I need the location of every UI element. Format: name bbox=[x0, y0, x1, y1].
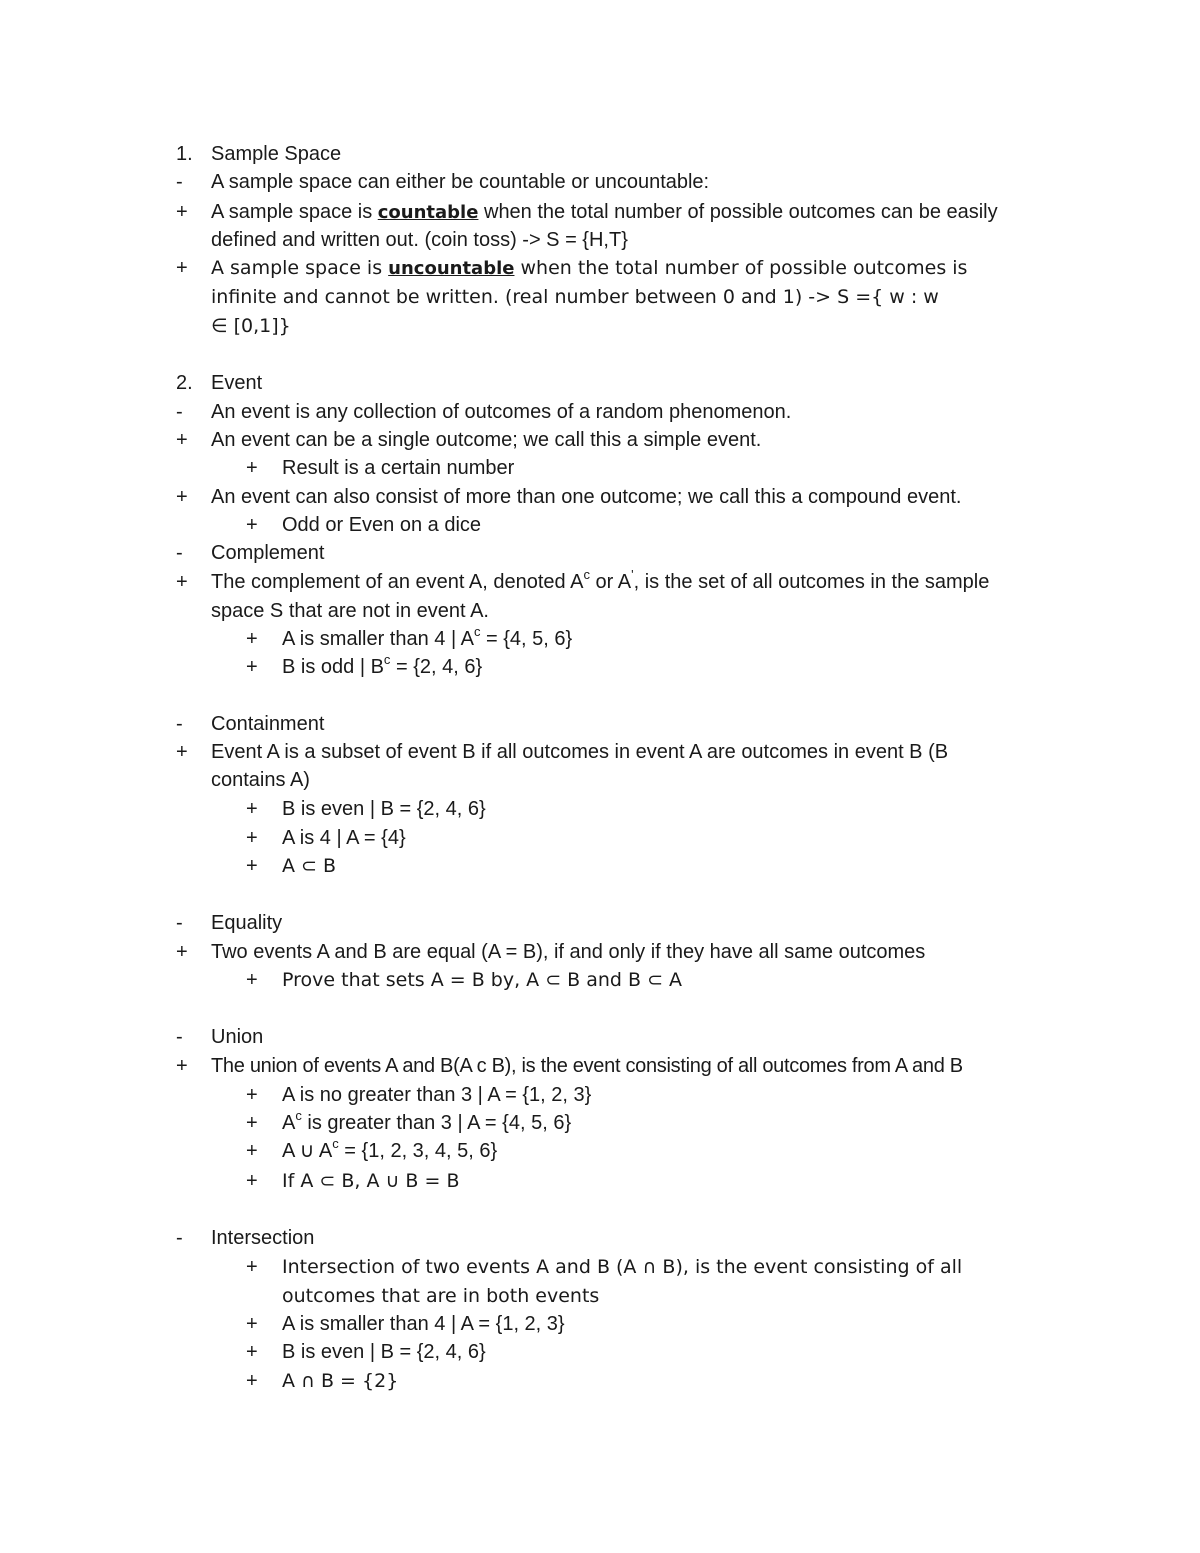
list-item bbox=[0, 1052, 1200, 1080]
list-item-nested bbox=[0, 1310, 1200, 1338]
list-text: B is even | B = {2, 4, 6} bbox=[282, 1341, 486, 1363]
dash-bullet: - bbox=[176, 542, 183, 564]
list-item-continuation bbox=[0, 226, 1200, 254]
plus-bullet: + bbox=[176, 257, 188, 279]
list-item-nested bbox=[0, 653, 1200, 681]
list-text: A is smaller than 4 | A = {1, 2, 3} bbox=[282, 1313, 565, 1335]
list-item-nested bbox=[0, 625, 1200, 653]
subsection-heading bbox=[0, 1224, 1200, 1252]
list-item-nested bbox=[0, 795, 1200, 823]
dash-bullet: - bbox=[176, 713, 183, 735]
plus-bullet: + bbox=[246, 1112, 258, 1134]
subsection-heading bbox=[0, 909, 1200, 937]
list-item bbox=[0, 426, 1200, 454]
list-item-continuation bbox=[0, 597, 1200, 625]
list-text: defined and written out. (coin toss) -> S = {H,T} bbox=[211, 229, 628, 251]
dash-bullet: - bbox=[176, 1227, 183, 1249]
list-text: A is 4 | A = {4} bbox=[282, 827, 406, 849]
list-item-nested bbox=[0, 966, 1200, 994]
list-item-continuation bbox=[0, 283, 1200, 311]
dash-bullet: - bbox=[176, 1026, 183, 1048]
list-text: $A^c$ is greater than 3 | A = {4, 5, 6} bbox=[282, 1108, 572, 1134]
list-number: 1. bbox=[176, 143, 193, 165]
list-item-nested bbox=[0, 1137, 1200, 1165]
list-text: Prove that sets A = B by, A ⊂ B and B ⊂ A bbox=[282, 969, 683, 991]
list-item bbox=[0, 398, 1200, 426]
plus-bullet: + bbox=[176, 201, 188, 223]
plus-bullet: + bbox=[246, 1370, 258, 1392]
list-item-nested bbox=[0, 852, 1200, 880]
list-text: outcomes that are in both events bbox=[282, 1285, 600, 1307]
plus-bullet: + bbox=[246, 1140, 258, 1162]
list-text: Result is a certain number bbox=[282, 457, 515, 479]
subsection-title: Containment bbox=[211, 713, 325, 735]
list-item-nested bbox=[0, 511, 1200, 539]
plus-bullet: + bbox=[246, 457, 258, 479]
list-text: A ∪ $A^c = \{1$, 2, 3, 4, 5, 6} bbox=[282, 1136, 498, 1162]
list-item-nested bbox=[0, 1338, 1200, 1366]
plus-bullet: + bbox=[246, 855, 258, 877]
list-item-continuation bbox=[0, 312, 1200, 340]
plus-bullet: + bbox=[246, 798, 258, 820]
list-item-nested bbox=[0, 824, 1200, 852]
list-text: A sample space is uncountable when the total number of possible outcomes is bbox=[211, 257, 968, 279]
list-text: A is smaller than 4 | $A^c = \{4$, 5, 6} bbox=[282, 624, 573, 650]
dash-bullet: - bbox=[176, 912, 183, 934]
list-text: ∈ [0,1]} bbox=[211, 315, 291, 337]
list-text: The complement of an event A, denoted $A^c$ or A', is the set of all outcomes in the sample bbox=[211, 567, 990, 593]
list-text: Intersection of two events A and B (A ∩ B), is the event consisting of all bbox=[282, 1256, 963, 1278]
list-number: 2. bbox=[176, 372, 193, 394]
list-text: Event A is a subset of event B if all outcomes in event A are outcomes in event B (B bbox=[211, 741, 949, 763]
list-text: A is no greater than 3 | A = {1, 2, 3} bbox=[282, 1084, 592, 1106]
list-item-nested bbox=[0, 1109, 1200, 1137]
subsection-heading bbox=[0, 539, 1200, 567]
list-item bbox=[0, 483, 1200, 511]
section-title: Event bbox=[211, 372, 263, 394]
plus-bullet: + bbox=[246, 1256, 258, 1278]
list-text: If A ⊂ B, A ∪ B = B bbox=[282, 1170, 460, 1192]
list-item-continuation bbox=[0, 766, 1200, 794]
list-text: A sample space can either be countable or uncountable: bbox=[211, 171, 710, 193]
list-item bbox=[0, 168, 1200, 196]
plus-bullet: + bbox=[246, 514, 258, 536]
list-item-nested bbox=[0, 1367, 1200, 1395]
list-item-nested bbox=[0, 454, 1200, 482]
list-text: An event can also consist of more than one outcome; we call this a compound event. bbox=[211, 486, 962, 508]
list-text: An event can be a single outcome; we call this a simple event. bbox=[211, 429, 762, 451]
plus-bullet: + bbox=[246, 1341, 258, 1363]
subsection-title: Equality bbox=[211, 912, 283, 934]
list-item-nested bbox=[0, 1167, 1200, 1195]
plus-bullet: + bbox=[246, 1084, 258, 1106]
plus-bullet: + bbox=[176, 429, 188, 451]
keyword-countable: countable bbox=[377, 202, 479, 223]
plus-bullet: + bbox=[176, 941, 188, 963]
plus-bullet: + bbox=[246, 1313, 258, 1335]
plus-bullet: + bbox=[176, 571, 188, 593]
section-heading bbox=[0, 140, 1200, 168]
dash-bullet: - bbox=[176, 401, 183, 423]
plus-bullet: + bbox=[246, 628, 258, 650]
list-text: Odd or Even on a dice bbox=[282, 514, 482, 536]
list-text: contains A) bbox=[211, 769, 310, 791]
list-text: An event is any collection of outcomes of a random phenomenon. bbox=[211, 401, 792, 423]
list-item-nested bbox=[0, 1081, 1200, 1109]
list-item bbox=[0, 568, 1200, 596]
list-item-continuation bbox=[0, 1282, 1200, 1310]
list-text: infinite and cannot be written. (real number between 0 and 1) -> S ={ w : w bbox=[211, 286, 939, 308]
list-item bbox=[0, 738, 1200, 766]
plus-bullet: + bbox=[176, 1055, 188, 1077]
list-text: B is odd | $B^c = \{2$, 4, 6} bbox=[282, 652, 483, 678]
list-text: A ∩ B = {2} bbox=[282, 1370, 399, 1392]
plus-bullet: + bbox=[246, 656, 258, 678]
keyword-uncountable: uncountable bbox=[388, 258, 515, 279]
list-item-nested bbox=[0, 1253, 1200, 1281]
subsection-title: Intersection bbox=[211, 1227, 315, 1249]
plus-bullet: + bbox=[246, 969, 258, 991]
plus-bullet: + bbox=[246, 1170, 258, 1192]
subsection-heading bbox=[0, 710, 1200, 738]
plus-bullet: + bbox=[246, 827, 258, 849]
list-text: The union of events A and B(A c B), is the event consisting of all outcomes from A and B bbox=[211, 1055, 963, 1077]
plus-bullet: + bbox=[176, 741, 188, 763]
subsection-title: Complement bbox=[211, 542, 325, 564]
dash-bullet: - bbox=[176, 171, 183, 193]
list-item bbox=[0, 938, 1200, 966]
plus-bullet: + bbox=[176, 486, 188, 508]
list-text: space S that are not in event A. bbox=[211, 600, 489, 622]
list-text: A ⊂ B bbox=[282, 855, 337, 877]
list-text: A sample space is countable when the total number of possible outcomes can be easily bbox=[211, 201, 998, 223]
list-text: B is even | B = {2, 4, 6} bbox=[282, 798, 486, 820]
list-text: Two events A and B are equal (A = B), if and only if they have all same outcomes bbox=[211, 941, 926, 963]
subsection-heading bbox=[0, 1023, 1200, 1051]
list-item bbox=[0, 198, 1200, 226]
subsection-title: Union bbox=[211, 1026, 264, 1048]
section-heading bbox=[0, 369, 1200, 397]
list-item bbox=[0, 254, 1200, 282]
section-title: Sample Space bbox=[211, 143, 342, 165]
